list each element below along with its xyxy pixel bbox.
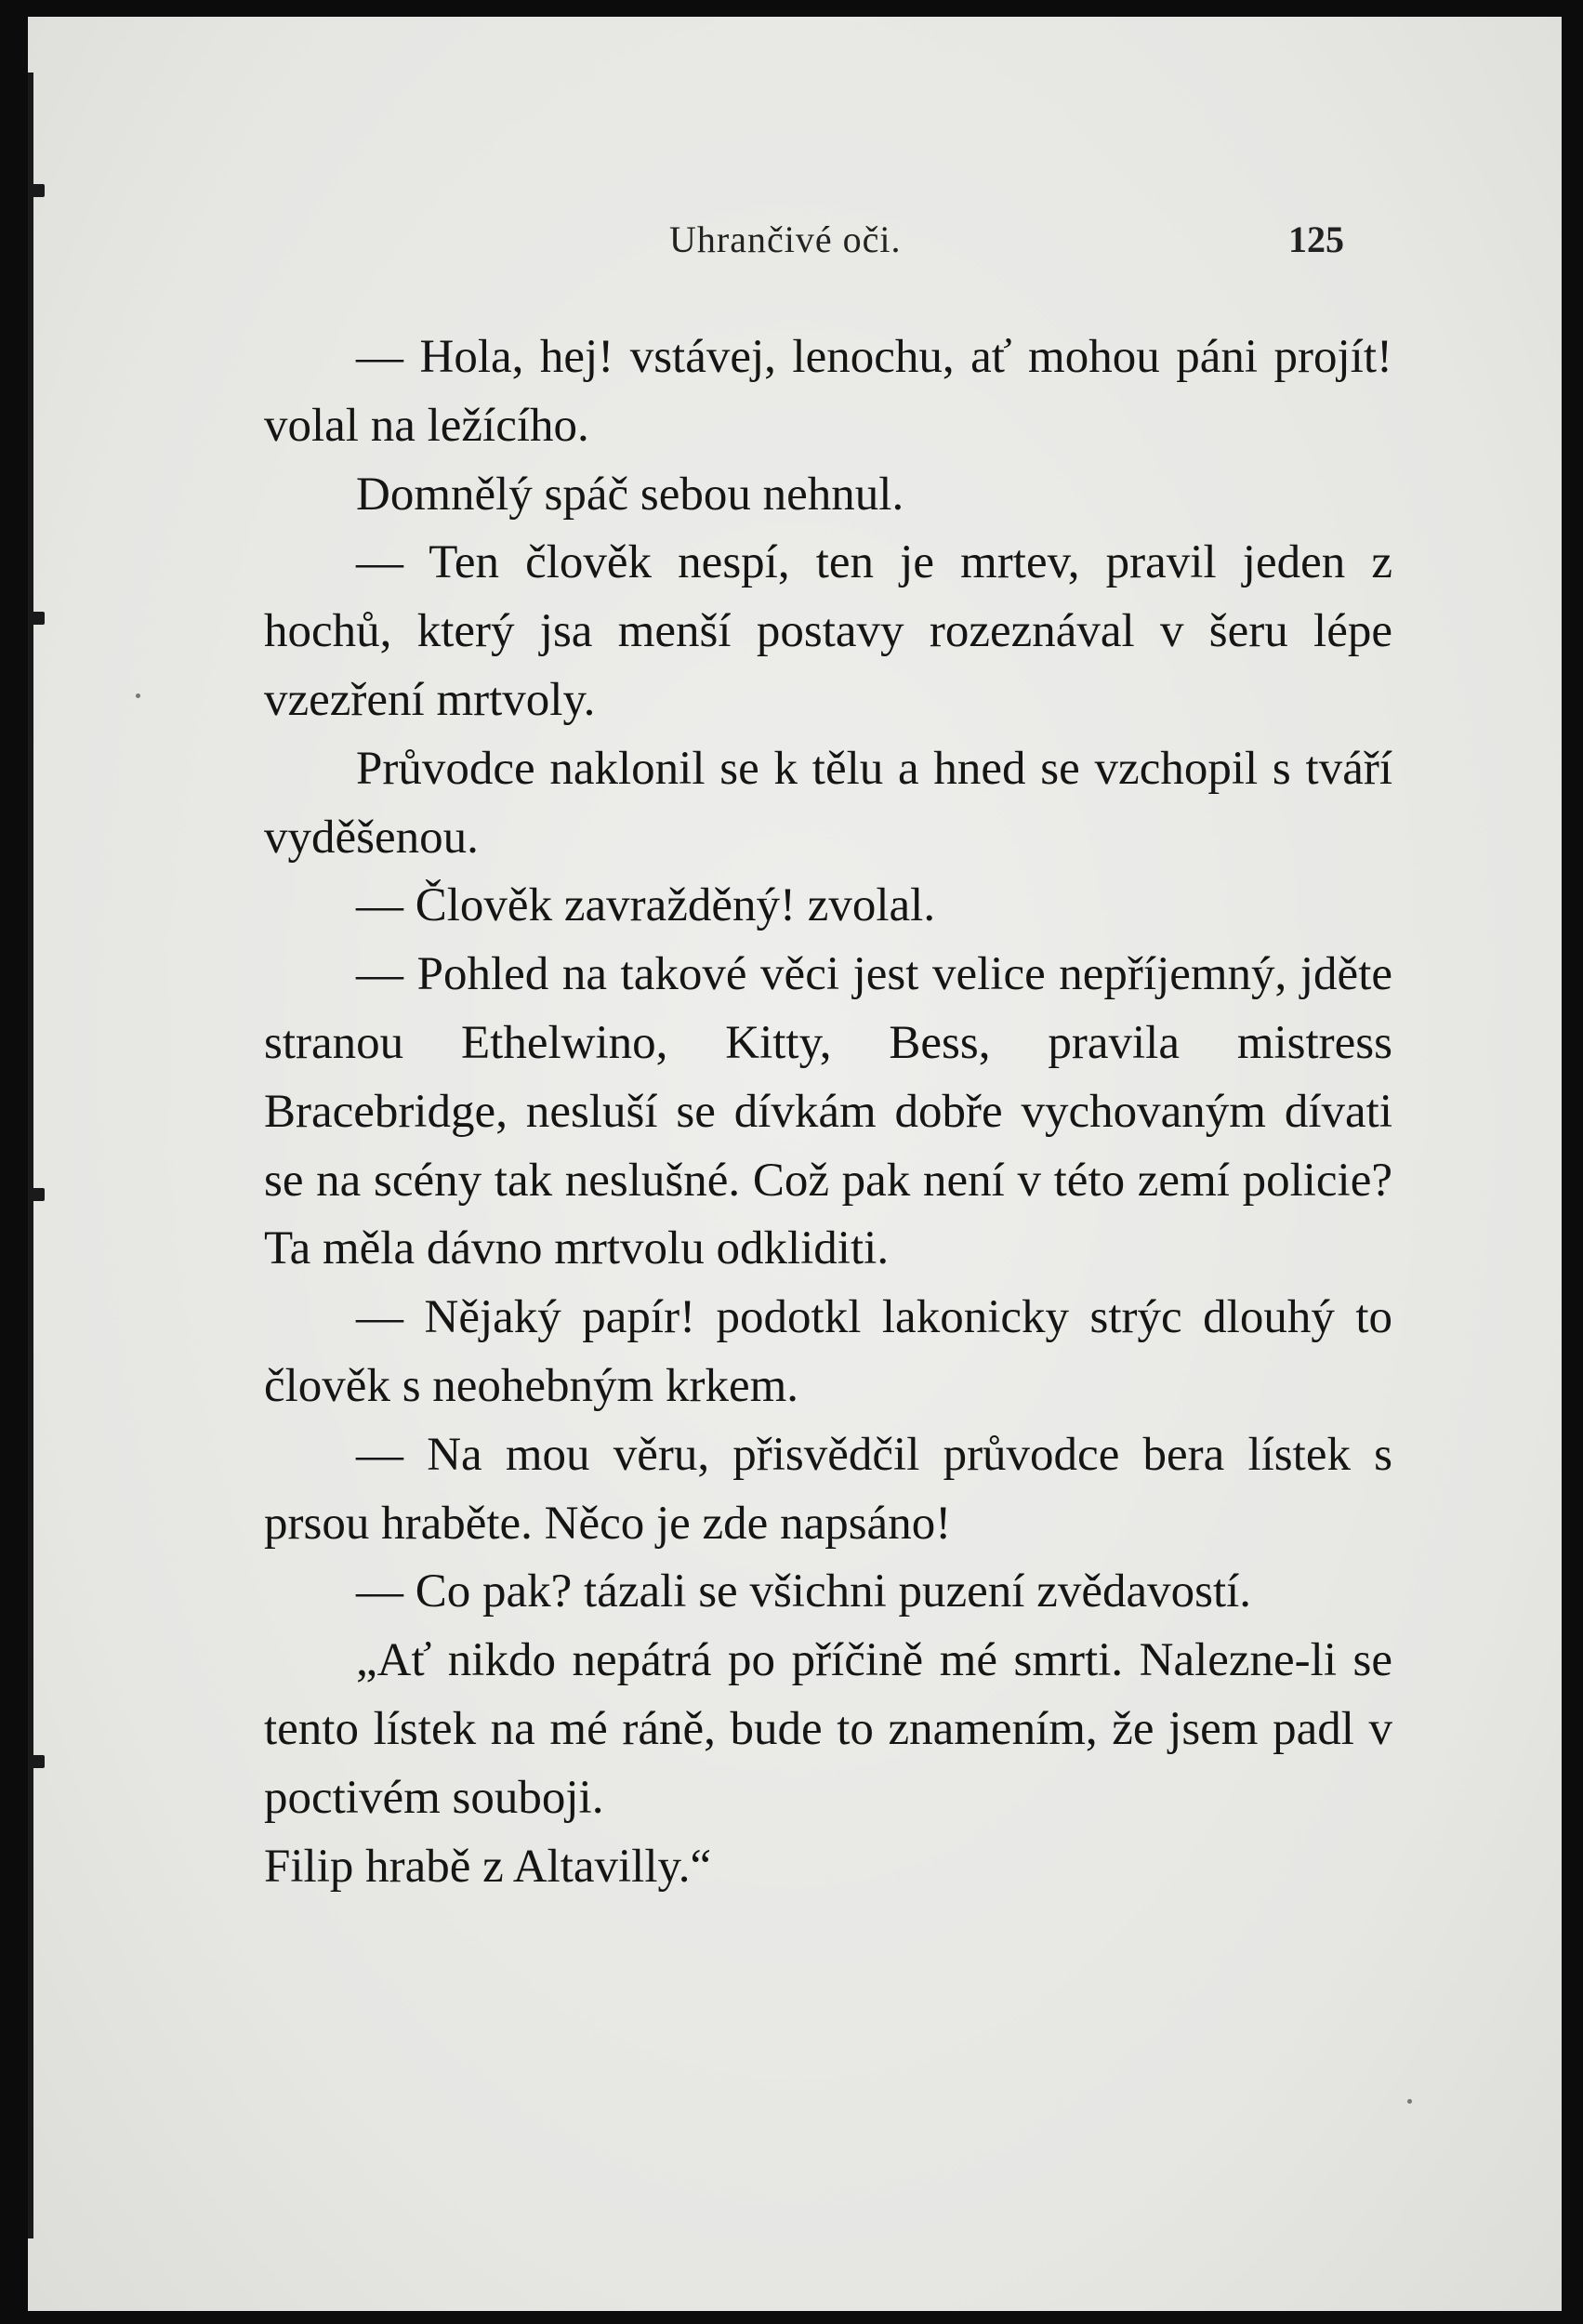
paragraph: Průvodce naklonil se k tělu a hned se vzchopil s tváří vyděšenou. [264,742,1392,864]
signature-line: Filip hrabě z Altavilly.“ [264,1840,712,1893]
binding-mark [32,612,45,625]
scan-speck [136,693,140,698]
paragraph: — Hola, hej! vstávej, lenochu, ať mohou páni projít! volal na ležícího. [264,331,1392,452]
paragraph: „Ať nikdo nepátrá po příčině mé smrti. Nalezne-li se tento lístek na mé ráně, bude to znamením, že jsem padl v poctivém souboji. [264,1634,1392,1824]
body-text [264,324,1392,1901]
running-title: Uhrančivé oči. [669,218,902,260]
paragraph: — Ten člověk nespí, ten je mrtev, pravil jeden z hochů, který jsa menší postavy rozeznával v šeru lépe vzezření mrtvoly. [264,536,1392,726]
scan-speck [1407,2099,1412,2104]
book-page [28,17,1562,2311]
paragraph: Domnělý spáč sebou nehnul. [356,468,904,521]
paragraph: — Na mou věru, přisvědčil průvodce bera lístek s prsou hraběte. Něco je zde napsáno! [264,1428,1392,1550]
binding-mark [32,184,45,197]
paragraph: — Nějaký papír! podotkl lakonicky strýc dlouhý to člověk s neohebným krkem. [264,1291,1392,1412]
binding-mark [32,1755,45,1768]
page-number: 125 [1288,218,1344,260]
paragraph: — Člověk zavražděný! zvolal. [356,879,936,932]
page-header [28,218,1562,273]
paragraph: — Co pak? tázali se všichni puzení zvědavostí. [356,1565,1252,1618]
binding-mark [32,1188,45,1201]
paragraph: — Pohled na takové věci jest velice nepříjemný, jděte stranou Ethelwino, Kitty, Bess, pravila mistress Bracebridge, nesluší se dívkám dobře vychovaným dívati se na scény tak neslušné. Což pak není v této zemí policie? Ta měla dávno mrtvolu odkliditi. [264,948,1392,1275]
binding-edge [28,73,33,2238]
